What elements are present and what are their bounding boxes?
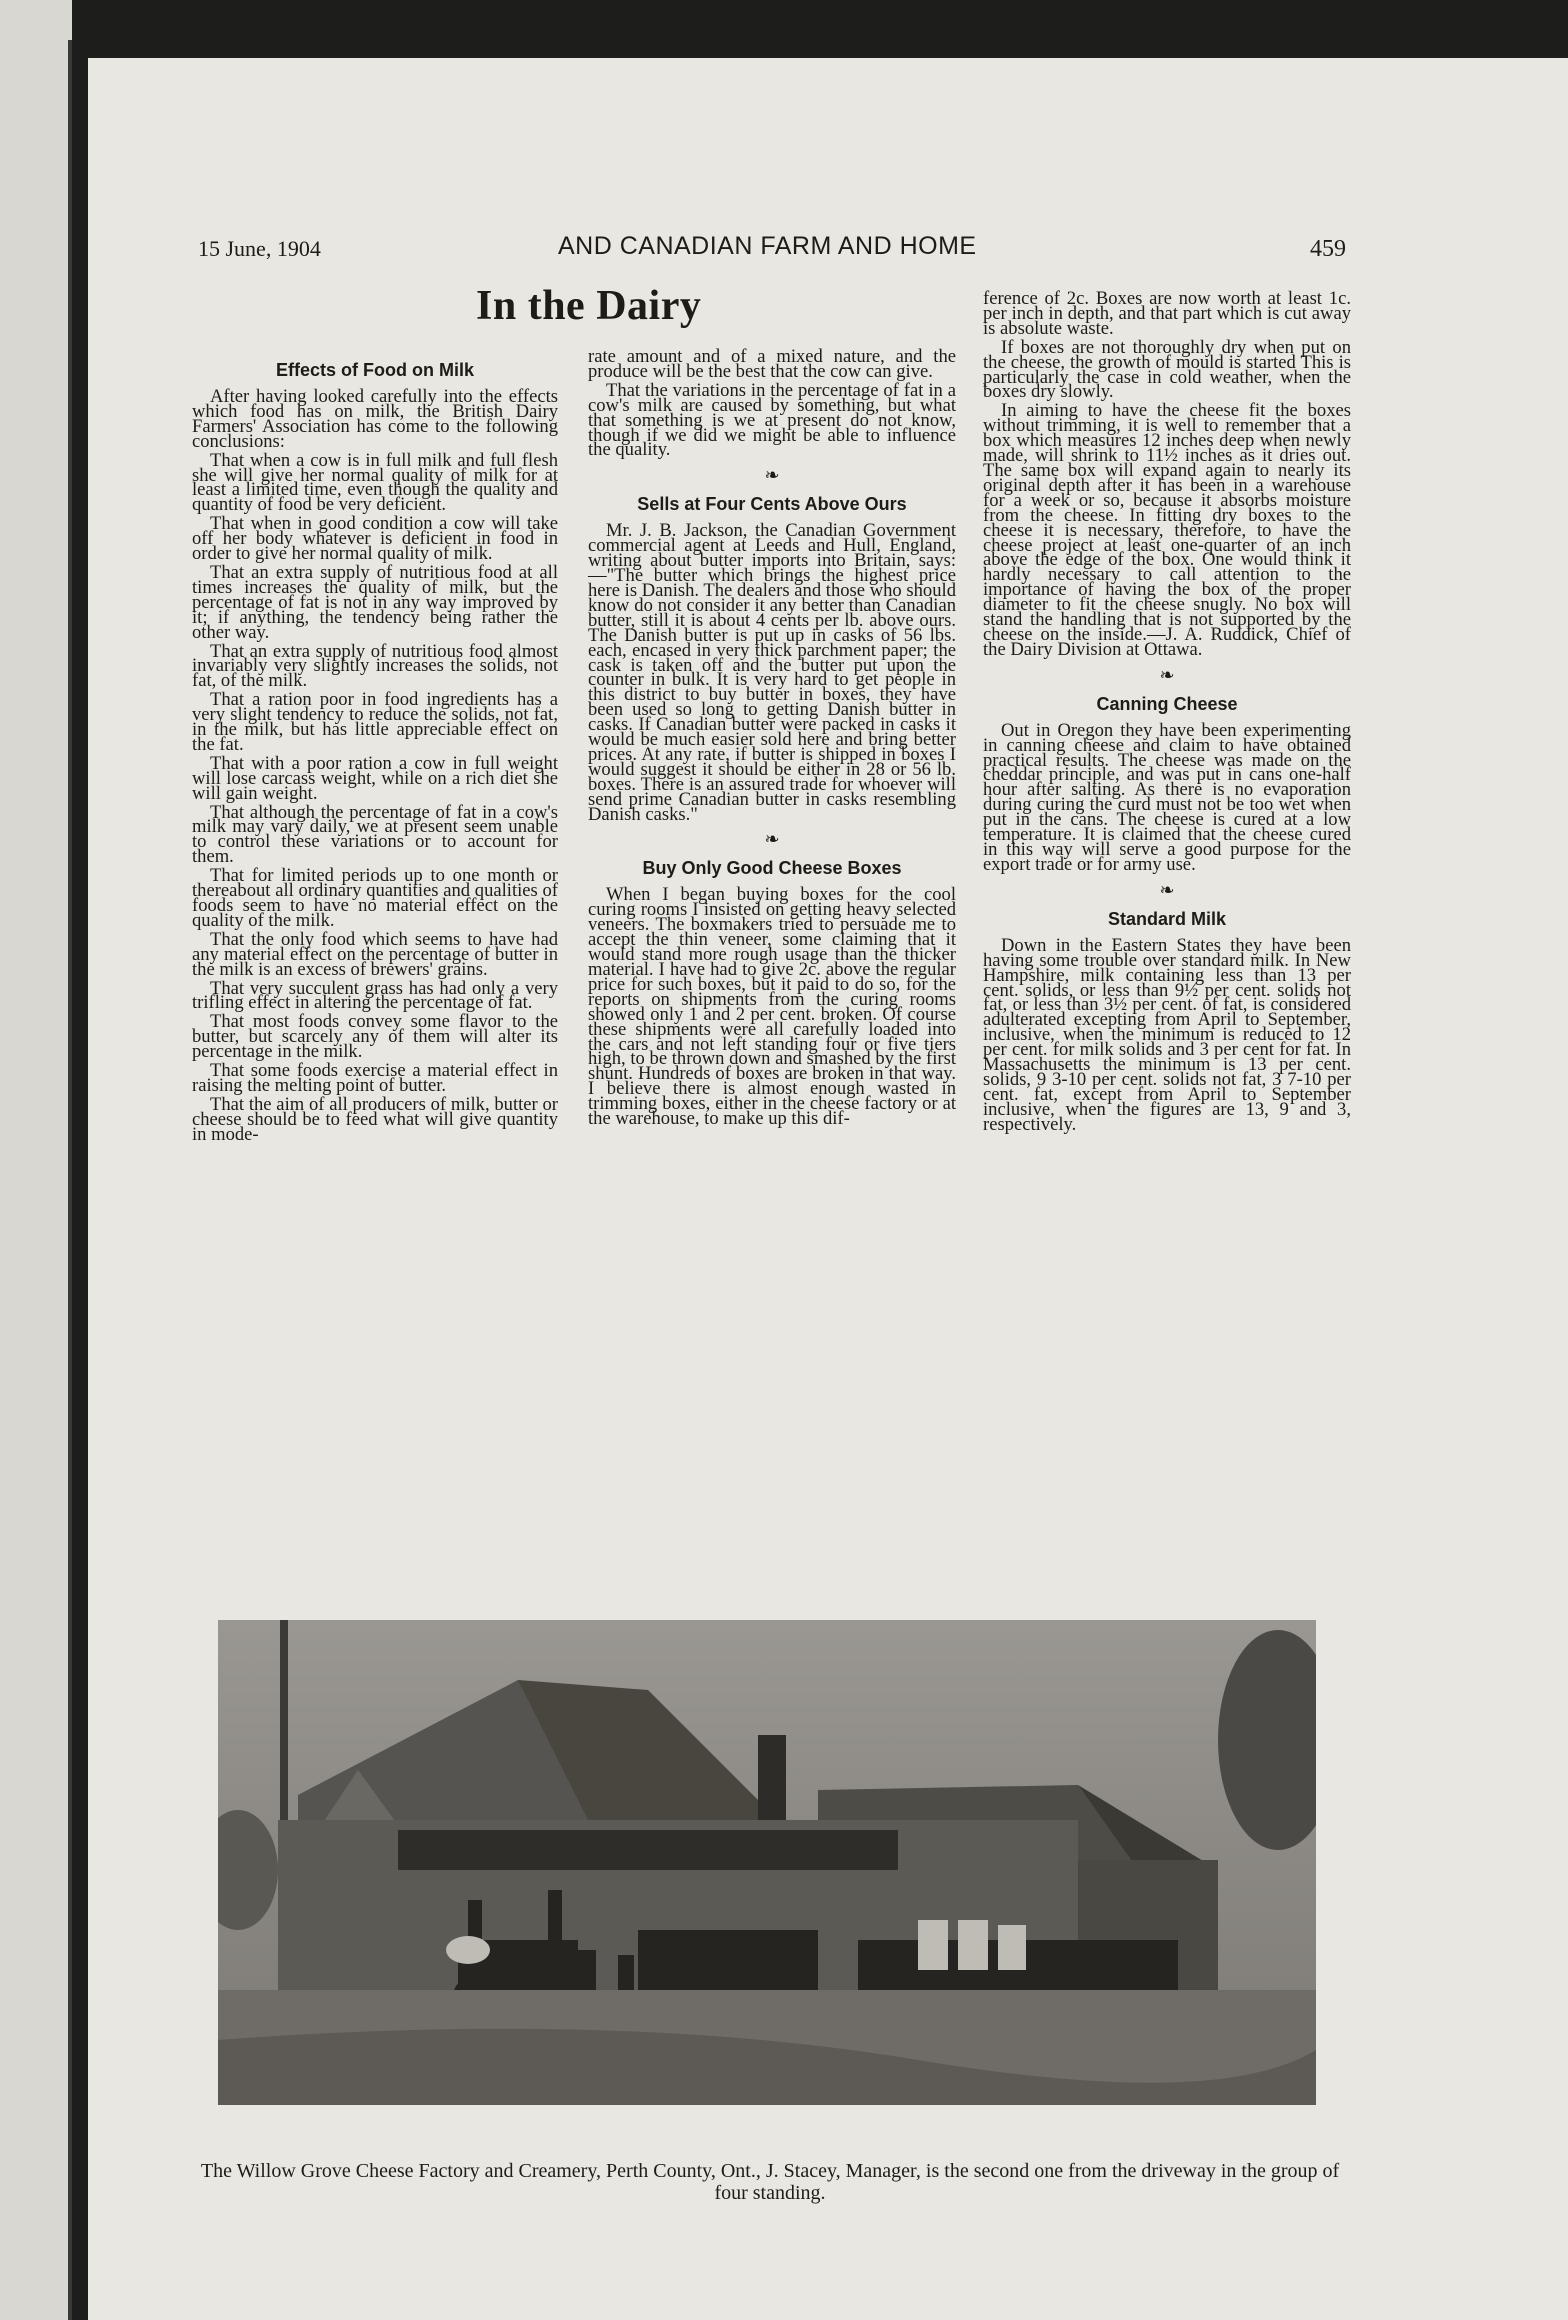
paragraph: If boxes are not thoroughly dry when put on the cheese, the growth of mould is started This is particularly the case in cold weather, when the boxes dry slowly. (983, 336, 1351, 403)
paragraph: When I began buying boxes for the cool curing rooms I insisted on getting heavy selected veneers. The boxmakers tried to persuade me to accept the thin veneer, some claiming that it would stand more rough usage than the thicker material. I have had to give 2c. above the regular price for such boxes, but it paid to do so, for the reports on shipments from the curing rooms showed only 1 and 2 per cent. broken. Of course these shipments were all carefully loaded into the cars and not left standing four or five tiers high, to be thrown down and smashed by the first shunt. Hundreds of boxes are broken in that way. I believe there is almost enough wasted in trimming boxes, either in the cheese factory or at the warehouse, to make up this dif- (588, 884, 956, 1130)
paragraph: That a ration poor in food ingredients has a very slight tendency to reduce the solids, not fat, in the milk, but has little appreciable effect on the fat. (192, 689, 558, 755)
issue-date: 15 June, 1904 (198, 236, 321, 261)
paragraph: That when a cow is in full milk and full flesh she will give her normal quality of milk for at least a limited time, even though the quality and quantity of food be very deficient. (192, 449, 558, 516)
ornament-icon: ❧ (764, 829, 780, 850)
paragraph: That an extra supply of nutritious food almost invariably very slightly increases the solids, not fat, of the milk. (192, 640, 558, 692)
paragraph: That very succulent grass has had only a very trifling effect in altering the percentage of fat. (192, 977, 558, 1014)
ornament-icon: ❧ (764, 465, 780, 486)
column-2 (588, 346, 956, 1131)
photo-illustration (218, 1620, 1316, 2105)
paragraph-continued: ference of 2c. Boxes are now worth at least 1c. per inch in depth, and that part which is cut away is absolute waste. (983, 288, 1351, 339)
paragraph: Down in the Eastern States they have been having some trouble over standard milk. In New Hampshire, milk containing less than 13 per cent. solids, or less than 9½ per cent. solids not fat, or less than 3½ per cent. of fat, is considered adulterated excepting from April to September, inclusive, when the minimum is reduced to 12 per cent. for milk solids and 3 per cent for fat. In Massachusetts the minimum is 13 per cent. solids, 9 3-10 per cent. solids not fat, 3 7-10 per cent. fat, except from April to September inclusive, when the figures are 13, 9 and 3, respectively. (983, 934, 1351, 1135)
paragraph: That for limited periods up to one month or thereabout all ordinary quantities and qualities of foods seem to have no material effect on the quality of the milk. (192, 865, 558, 931)
article-title-butter: Sells at Four Cents Above Ours (637, 494, 907, 515)
paragraph: That most foods convey some flavor to the butter, but scarcely any of them will alter its percentage in the milk. (192, 1011, 558, 1063)
article-title-milk: Standard Milk (1107, 908, 1227, 929)
adjacent-page-edge (0, 0, 72, 2320)
paragraph: Out in Oregon they have been experimenting in canning cheese and claim to have obtained practical results. The cheese was made on the cheddar principle, and was put in cans one-half hour after salting. As there is no evaporation during curing the curd must not be too wet when put in the cans. The cheese is cured at a low temperature. It is claimed that the cheese cured in this way will serve a good purpose for the export trade or for army use. (983, 719, 1351, 875)
column-1 (192, 350, 558, 1147)
paragraph: After having looked carefully into the effects which food has on milk, the British Dairy Farmers' Association has come to the following conclusions: (192, 386, 558, 452)
article-title-food: Effects of Food on Milk (276, 360, 474, 380)
paragraph: That the only food which seems to have had any material effect on the percentage of butter in the milk is an excess of brewers' grains. (192, 928, 558, 980)
paragraph: That an extra supply of nutritious food at all times increases the quality of milk, but the percentage of fat is not in any way improved by it; if anything, the tendency being rather the other way. (192, 561, 558, 643)
article-title-canning: Canning Cheese (1096, 693, 1238, 714)
ornament-icon: ❧ (1159, 664, 1175, 685)
section-title: In the Dairy (476, 283, 702, 329)
page-number: 459 (1310, 236, 1346, 262)
paragraph-continued: rate amount and of a mixed nature, and the produce will be the best that the cow can give. (588, 346, 956, 382)
paragraph: That some foods exercise a material effect in raising the melting point of butter. (192, 1060, 558, 1096)
paragraph: In aiming to have the cheese fit the boxes without trimming, it is well to remember that a box which measures 12 inches deep when newly made, will shrink to 11½ inches as it dries out. The same box will expand again to nearly its original depth after it has been in a warehouse for a week or so, because it absorbs moisture from the cheese. In fitting dry boxes to the cheese it is necessary, therefore, to have the cheese project at least one-quarter of an inch above the edge of the box. One would think it hardly necessary to call attention to the importance of having the box of the proper diameter to fit the cheese snugly. No box will stand the handling that is not supported by the cheese on the inside.—J. A. Ruddick, Chief of the Dairy Division at Ottawa. (983, 400, 1351, 660)
journal-title: AND CANADIAN FARM AND HOME (558, 232, 977, 260)
paragraph: That with a poor ration a cow in full weight will lose carcass weight, while on a rich diet she will gain weight. (192, 752, 558, 804)
paragraph: That although the percentage of fat in a cow's milk may vary daily, we at present seem unable to control these variations or to account for them. (192, 801, 558, 868)
paragraph: That the aim of all producers of milk, butter or cheese should be to feed what will give quantity in mode- (192, 1093, 558, 1145)
running-header (198, 232, 1358, 266)
paragraph: Mr. J. B. Jackson, the Canadian Government commercial agent at Leeds and Hull, England, writing about butter imports into Britain, says:—"The butter which brings the highest price here is Danish. The dealers and those who should know do not consider it any better than Canadian butter, still it is about 4 cents per lb. above ours. The Danish butter is put up in casks of 56 lbs. each, encased in very thick parchment paper; the cask is taken off and the butter put upon the counter in bulk. It is very hard to get people in this district to buy butter in boxes, they have been used so long to getting Danish butter in casks. If Canadian butter were packed in casks it would be much easier sold here and bring better prices. At any rate, if butter is shipped in boxes I would suggest it should be either in 28 or 56 lb. boxes. There is an assured trade for whoever will send prime Canadian butter in casks resembling Danish casks." (588, 520, 956, 825)
paragraph: That the variations in the percentage of fat in a cow's milk are caused by something, but what that something is we at present do not know, though if we did we might be able to influence the quality. (588, 379, 956, 461)
column-3 (983, 288, 1351, 1137)
ornament-icon: ❧ (1159, 879, 1175, 900)
photo-caption: The Willow Grove Cheese Factory and Creamery, Perth County, Ont., J. Stacey, Manager, is the second one from the driveway in the group of four standing. (200, 2160, 1340, 2204)
article-title-boxes: Buy Only Good Cheese Boxes (642, 858, 902, 879)
cheese-factory-photo (218, 1620, 1316, 2105)
paragraph: That when in good condition a cow will take off her body whatever is deficient in food in order to give her normal quality of milk. (192, 513, 558, 565)
